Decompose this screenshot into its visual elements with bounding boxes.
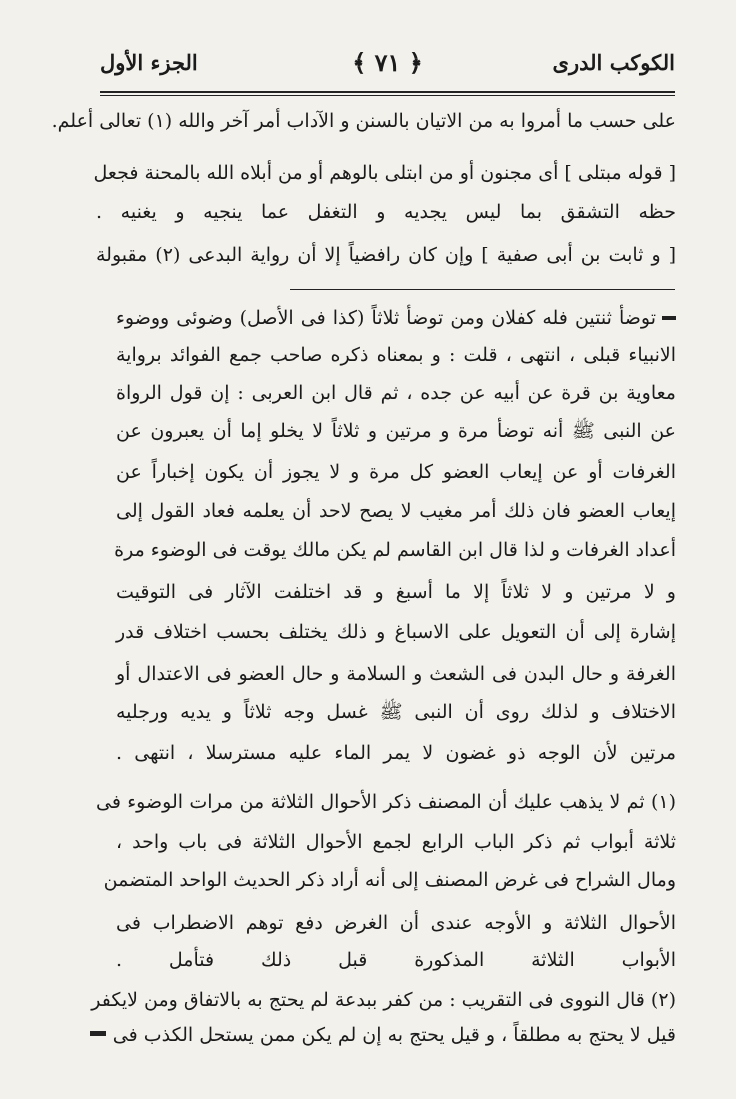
footnote-line: الغرفة و حال البدن فى الشعث و السلامة و حال العضو فى الاعتدال أو — [116, 663, 676, 685]
text-line: [ و ثابت بن أبى صفية ] وإن كان رافضياً إلا أن رواية البدعى (٢) مقبولة — [96, 244, 677, 266]
continuation-dash — [662, 316, 676, 320]
footnote-line: الغرفات أو عن إيعاب العضو كل مرة و لا يجوز أن يكون إخباراً عن — [116, 461, 676, 483]
footnote-line: الأبواب الثلاثة المذكورة قبل ذلك فتأمل . — [116, 949, 676, 971]
footnote-line: و لا مرتين و لا ثلاثاً إلا ما أسبغ و قد اختلفت الآثار فى التوقيت — [116, 581, 676, 603]
footnote-line: ومال الشراح فى غرض المصنف إلى أنه أراد ذكر الحديث الواحد المتضمن — [103, 869, 676, 891]
page-header — [100, 50, 675, 86]
footnote-line: إيعاب العضو فان ذلك أمر مغيب لا يصح لاحد أن يعلمه فعاد القول إلى — [116, 500, 676, 522]
continuation-dash — [90, 1031, 106, 1036]
footnote-line: مرتين لأن الوجه ذو غضون لا يمر الماء عليه مسترسلا ، انتهى . — [116, 742, 676, 764]
text-line: حظه التشقق بما ليس يجديه و التغفل عما ينجيه و يغنيه . — [96, 201, 676, 223]
footnote-line: (١) ثم لا يذهب عليك أن المصنف ذكر الأحوال الثلاثة من مرات الوضوء فى — [96, 791, 676, 813]
text-line: [ قوله مبتلى ] أى مجنون أو من ابتلى بالوهم أو من أبلاه الله بالمحنة فجعل — [93, 162, 676, 184]
footnote-line: الانبياء قبلى ، انتهى ، قلت : و بمعناه ذكره صاحب جمع الفوائد برواية — [116, 344, 676, 366]
footnote-line: ثلاثة أبواب ثم ذكر الباب الرابع لجمع الأحوال الثلاثة فى باب واحد ، — [116, 831, 676, 853]
book-title: الكوكب الدرى — [552, 50, 675, 75]
page-number: ﴿ ٧١ ﴾ — [352, 48, 423, 77]
footnote-line: معاوية بن قرة عن أبيه عن جده ، ثم قال ابن العربى : إن قول الرواة — [116, 382, 676, 404]
header-rule — [100, 91, 675, 93]
footnote-line: أعداد الغرفات و لذا قال ابن القاسم لم يكن مالك يوقت فى الوضوء مرة — [114, 539, 676, 561]
text-line: على حسب ما أمروا به من الاتيان بالسنن و الآداب أمر آخر والله (١) تعالى أعلم. — [51, 110, 676, 132]
header-rule-thin — [100, 95, 675, 96]
footnote-line: إشارة إلى أن التعويل على الاسباغ و ذلك يختلف بحسب اختلاف قدر — [116, 621, 676, 643]
footnote-line: قيل لا يحتج به مطلقاً ، و قيل يحتج به إن لم يكن ممن يستحل الكذب فى — [112, 1024, 676, 1046]
footnote-line: توضأ ثنتين فله كفلان ومن توضأ ثلاثاً (كذا فى الأصل) وضوئى ووضوء — [116, 307, 656, 329]
footnote-line: الأحوال الثلاثة و الأوجه عندى أن الغرض دفع توهم الاضطراب فى — [116, 912, 676, 934]
footnote-line: (٢) قال النووى فى التقريب : من كفر ببدعة لم يحتج به بالاتفاق ومن لايكفر — [91, 989, 676, 1011]
part-label: الجزء الأول — [100, 50, 198, 75]
footnote-separator — [290, 289, 675, 290]
footnote-line: عن النبى ﷺ أنه توضأ مرة و مرتين و ثلاثاً لا يخلو إما أن يعبرون عن — [116, 420, 676, 442]
footnote-line: الاختلاف و لذلك روى أن النبى ﷺ غسل وجه ثلاثاً و يديه ورجليه — [116, 701, 676, 723]
